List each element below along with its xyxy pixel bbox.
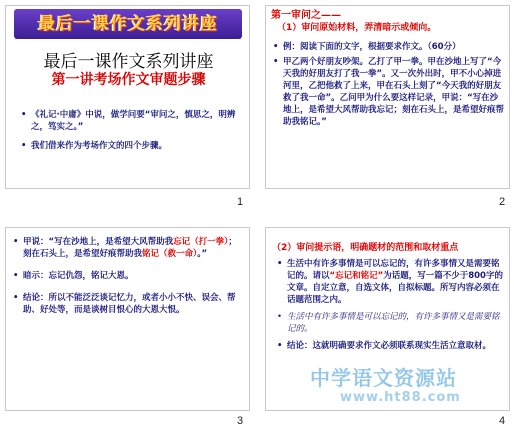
slide-2-thumbnail[interactable] [265,5,510,189]
slide-1-page-number: 1 [237,196,244,208]
slide-2-heading-block [271,9,506,35]
list-item: • 结论：所以不能泛泛谈记忆力，或者小小不快、误会、帮助、好处等，而是谈树目恨心的大恩大恨。 [13,293,236,315]
list-item: • 结论：这就明确要求作文必须联系现实生活立意取材。 [277,341,492,351]
bullet-icon: • [277,259,283,269]
list-item: • 《礼记·中庸》中说，做学问要“审问之，慎思之，明辨之，笃实之。” [21,110,236,132]
bullet-icon: • [273,57,279,67]
slide-1-thumbnail[interactable] [5,5,250,189]
slide-1-banner-text: 最后一课作文系列讲座 [38,14,218,34]
bullet-icon: • [273,42,279,52]
slide-3-bullet-list [12,236,245,326]
bullet-icon: • [13,271,19,281]
slide-4-page-number: 4 [499,415,506,427]
bullet-icon: • [21,141,27,151]
bullet-icon: • [277,312,283,322]
list-item: • 甲说：“写在沙地上，是希望大风帮助我忘记（打一拳）；刻在石头上，是希望好痕帮助我铭记（救一命）。” [13,237,237,259]
list-item: • 例：阅读下面的文字，根据要求作文。（60分） [273,42,461,52]
slide-2-subheading: （1）审问原始材料，弄清暗示或倾向。 [277,23,437,33]
list-item: • 生活中有许多事情是可以忘记的，有许多事情又是需要铭记的。请以“忘记和铭记”为话题，写一篇不少于800字的文章。自定立意，自选文体，自拟标题。所写内容必须在话题范围之内。 [277,259,503,305]
watermark-text: 中学语文资源站 [310,366,457,390]
slide-1-bullet-list [20,109,240,159]
slide-2-bullet-list [272,41,505,131]
list-item: • 生活中有许多事情是可以忘记的，有许多事情又是需要铭记的。 [277,312,500,334]
slide-4-bullet-list [276,258,504,357]
bullet-icon: • [13,293,19,303]
slide-3-page-number: 3 [237,415,244,427]
list-item: • 暗示：忘记仇怨，铭记大恩。 [13,271,134,281]
slide-1-title: 最后一课作文系列讲座 [43,52,214,72]
slide-3-thumbnail[interactable] [5,227,250,411]
slide-1-banner [14,9,242,39]
bullet-icon: • [277,341,283,351]
bullet-icon: • [13,237,19,247]
watermark-url: www.ht88.com [340,390,461,405]
slide-4-heading: （2）审问提示语，明确题材的范围和取材重点 [272,243,459,253]
bullet-icon: • [21,110,27,120]
slide-2-page-number: 2 [499,196,506,208]
list-item: • 甲乙两个好朋友吵架。乙打了甲一拳。甲在沙地上写了“今天我的好朋友打了我一拳”。又一次外出时，甲不小心掉进河里，乙把他救了上来，甲在石头上刻了“今天我的好朋友救了我一命”。乙问甲为什么要这样记录，甲说：“写在沙地上，是希望大风帮助我忘记；刻在石头上，是希望好痕帮助我铭记。” [273,57,505,127]
list-item: • 我们借来作为考场作文的四个步骤。 [21,141,168,151]
slide-2-heading: 第一审问之—— [271,10,341,21]
slide-1-subtitle: 第一讲考场作文审题步骤 [51,72,206,88]
